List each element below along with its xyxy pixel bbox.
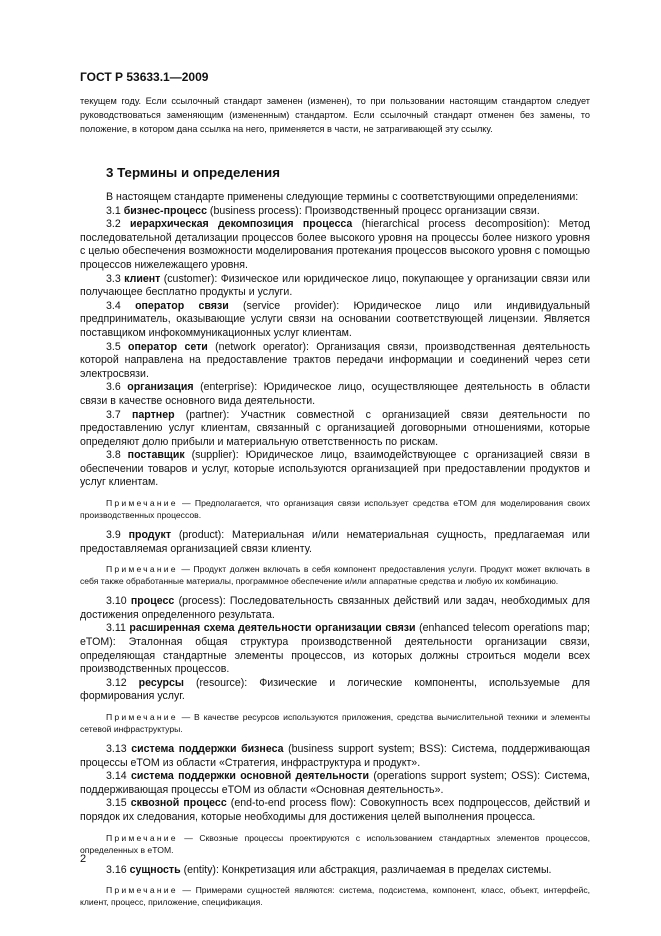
term-3-16: 3.16 сущность (entity): Конкретизация или абстракция, различаемая в пределах системы. <box>106 863 552 876</box>
term-3-10: 3.10 процесс (process): Последовательность связанных действий или задач, необходимых для достижения определенного результата. <box>80 595 590 621</box>
page-body <box>80 94 590 916</box>
term-3-11: 3.11 расширенная схема деятельности организации связи (enhanced telecom operations map; eTOM): Эталонная общая структура производственной деятельности организации связи, определяющая стандартные элементы процессов, из которых должны строиться модели всех производственных процессов. <box>80 622 590 676</box>
term-3-3: 3.3 клиент (customer): Физическое или юридическое лицо, покупающее у организации связи или получающее бесплатно продукты и услуги. <box>80 272 590 299</box>
term-3-4: 3.4 оператор связи (service provider): Юридическое лицо или индивидуальный предприниматель, оказывающие услуги связи на основании соответствующей лицензии. Является поставщиком инфокоммуникационных услуг клиентам. <box>80 299 590 339</box>
term-3-1: 3.1 бизнес-процесс (business process): Производственный процесс организации связи. <box>106 204 540 217</box>
term-3-12: 3.12 ресурсы (resource): Физические и логические компоненты, используемые для формирования услуг. <box>80 676 590 703</box>
term-3-9: 3.9 продукт (product): Материальная и/или нематериальная сущность, предлагаемая или предоставляемая организацией связи клиенту. <box>80 529 590 555</box>
note-1: Примечание — Предполагается, что организация связи использует средства eTOM для моделирования своих производственных процессов. <box>80 498 590 521</box>
term-3-6: 3.6 организация (enterprise): Юридическое лицо, осуществляющее деятельность в области связи в качестве основного вида деятельности. <box>80 381 590 407</box>
term-3-7: 3.7 партнер (partner): Участник совместной с организацией связи деятельности по предоставлению услуг клиентам, связанный с организацией договорными отношениями, которые определяют долю прибыли и материальную ответственность по рискам. <box>80 408 590 448</box>
running-header: ГОСТ Р 53633.1—2009 <box>80 70 209 84</box>
note-4: Примечание — Сквозные процессы проектируются с использованием стандартных элементов процессов, определенных в eTOM. <box>80 832 590 855</box>
section-title: 3 Термины и определения <box>106 165 280 180</box>
term-3-2: 3.2 иерархическая декомпозиция процесса (hierarchical process decomposition): Метод последовательной детализации процессов более высокого уровня на процессы более низкого уровня с целью обеспечения возможности моделирования протекания процессов высокого уровня с помощью процессов нижележащего уровня. <box>80 218 590 271</box>
page-number: 2 <box>80 853 87 865</box>
term-3-15: 3.15 сквозной процесс (end-to-end process flow): Совокупность всех подпроцессов, действий и порядок их следования, которые необходимы для достижения целей выполнения процесса. <box>80 797 590 823</box>
note-2: Примечание — Продукт должен включать в себя компонент предоставления услуги. Продукт может включать в себя также обработанные материалы, программное обеспечение и/или аппаратные средства и любую их комбинацию. <box>80 564 590 587</box>
intro-paragraph: текущем году. Если ссылочный стандарт заменен (изменен), то при пользовании настоящим стандартом следует руководствоваться заменяющим (измененным) стандартом. Если ссылочный стандарт отменен без замены, то положение, в котором дана ссылка на него, применяется в части, не затрагивающей эту ссылку. <box>80 96 590 134</box>
term-3-5: 3.5 оператор сети (network operator): Организация связи, производственная деятельность которой направлена на предоставление трактов передачи информации и соединений через сети электросвязи. <box>80 340 590 380</box>
note-5: Примечание — Примерами сущностей являются: система, подсистема, компонент, класс, объект, интерфейс, клиент, процесс, приложение, спецификация. <box>80 885 590 908</box>
term-3-14: 3.14 система поддержки основной деятельности (operations support system; OSS): Система, поддерживающая процессы eTOM из области «Основная деятельность». <box>80 770 591 796</box>
lead-paragraph: В настоящем стандарте применены следующие термины с соответствующими определениями: <box>106 191 579 203</box>
section-heading-wrap <box>80 164 590 182</box>
note-3: Примечание — В качестве ресурсов используются приложения, средства вычислительной техники и элементы сетевой инфраструктуры. <box>80 712 590 734</box>
term-3-8: 3.8 поставщик (supplier): Юридическое лицо, взаимодействующее с организацией связи в обеспечении товаров и услуг, которые используются организацией при предоставлении продуктов и услуг клиентам. <box>80 449 590 489</box>
term-3-13: 3.13 система поддержки бизнеса (business support system; BSS): Система, поддерживающая процессы eTOM из области «Стратегия, инфраструктура и продукт». <box>80 743 590 769</box>
